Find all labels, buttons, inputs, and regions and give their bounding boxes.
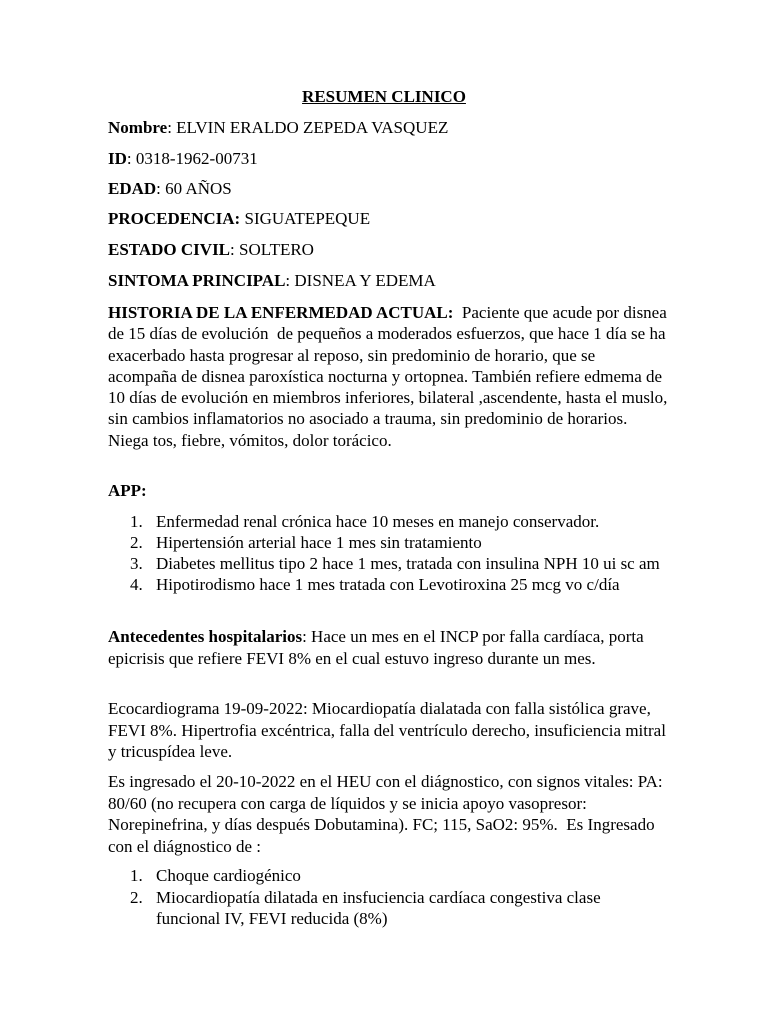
list-item-number: 1.	[130, 866, 143, 885]
field-estado-civil	[108, 239, 668, 261]
historia-enfermedad-paragraph	[108, 302, 672, 451]
field-sintoma-principal	[108, 270, 668, 292]
list-item-number: 4.	[130, 575, 143, 594]
historia-label: HISTORIA DE LA ENFERMEDAD ACTUAL:	[108, 303, 454, 322]
list-item-text: Choque cardiogénico	[156, 866, 301, 885]
field-nombre-value: ELVIN ERALDO ZEPEDA VASQUEZ	[176, 118, 449, 137]
field-nombre-sep: :	[167, 118, 177, 137]
list-item	[108, 553, 668, 574]
field-id-sep: :	[126, 149, 136, 168]
field-procedencia-value: SIGUATEPEQUE	[244, 209, 371, 228]
historia-text: Paciente que acude por disnea de 15 días de evolución de pequeños a moderados esfuerzos, que hace 1 día se ha exacerbado hasta progresar al reposo, sin predominio de horario, que se acompaña de disnea paroxística nocturna y ortopnea. También refiere edmema de 10 días de evolución en miembros inferiores, bilateral ,ascendente, hasta el muslo, sin cambios inflamatorios no asociado a trauma, sin predominio de horarios. Niega tos, fiebre, vómitos, dolor torácico.	[108, 303, 672, 450]
antecedentes-paragraph	[108, 626, 668, 669]
list-item-text: Hipotirodismo hace 1 mes tratada con Levotiroxina 25 mcg vo c/día	[156, 575, 620, 594]
field-nombre	[108, 117, 668, 139]
field-sintoma-label: SINTOMA PRINCIPAL	[108, 271, 286, 290]
list-item	[108, 532, 668, 553]
list-item-text: Miocardiopatía dilatada en insfuciencia cardíaca congestiva clase funcional IV, FEVI reducida (8%)	[156, 887, 601, 928]
list-item-number: 1.	[130, 512, 143, 531]
field-nombre-label: Nombre	[108, 118, 168, 137]
antecedentes-label: Antecedentes hospitalarios	[108, 627, 303, 646]
field-edad-sep: :	[156, 179, 166, 198]
ingreso-paragraph: Es ingresado el 20-10-2022 en el HEU con el diágnostico, con signos vitales: PA: 80/60 (no recupera con carga de líquidos y se inicia apoyo vasopresor: Norepinefrina, y días después Dobutamina). FC; 115, SaO2: 95%. Es Ingresado con el diágnostico de :	[108, 772, 667, 856]
list-item	[108, 865, 668, 887]
list-item-text: Enfermedad renal crónica hace 10 meses en manejo conservador.	[156, 512, 600, 531]
field-procedencia	[108, 208, 668, 230]
list-item-text: Hipertensión arterial hace 1 mes sin tratamiento	[156, 533, 482, 552]
field-procedencia-label: PROCEDENCIA:	[108, 209, 241, 228]
ecocardiograma-paragraph: Ecocardiograma 19-09-2022: Miocardiopatía dialatada con falla sistólica grave, FEVI 8%. Hipertrofia excéntrica, falla del ventrículo derecho, insuficiencia mitral y tricuspídea leve.	[108, 699, 666, 761]
field-edad	[108, 178, 668, 200]
field-edad-value: 60 AÑOS	[165, 179, 232, 198]
field-id-value: 0318-1962-00731	[135, 149, 258, 168]
field-sintoma-sep: :	[285, 271, 295, 290]
field-estado-civil-value: SOLTERO	[239, 240, 314, 259]
app-label: APP:	[108, 481, 147, 500]
document-title: RESUMEN CLINICO	[302, 87, 466, 106]
field-id-label: ID	[108, 149, 127, 168]
list-item	[108, 511, 668, 532]
field-sintoma-value: DISNEA Y EDEMA	[294, 271, 436, 290]
list-item-number: 3.	[130, 554, 143, 573]
list-item	[108, 887, 668, 930]
list-item-text: Diabetes mellitus tipo 2 hace 1 mes, tratada con insulina NPH 10 ui sc am	[156, 554, 660, 573]
diagnosticos-list	[108, 865, 668, 930]
app-heading	[108, 480, 668, 502]
field-estado-civil-label: ESTADO CIVIL	[108, 240, 231, 259]
list-item-number: 2.	[130, 533, 143, 552]
list-item-number: 2.	[130, 887, 143, 907]
field-edad-label: EDAD	[108, 179, 157, 198]
antecedentes-text: : Hace un mes en el INCP por falla cardíaca, porta epicrisis que refiere FEVI 8% en el cual estuvo ingreso durante un mes.	[108, 627, 644, 668]
app-list	[108, 511, 668, 595]
field-id	[108, 148, 668, 170]
field-estado-civil-sep: :	[230, 240, 240, 259]
list-item	[108, 574, 668, 595]
